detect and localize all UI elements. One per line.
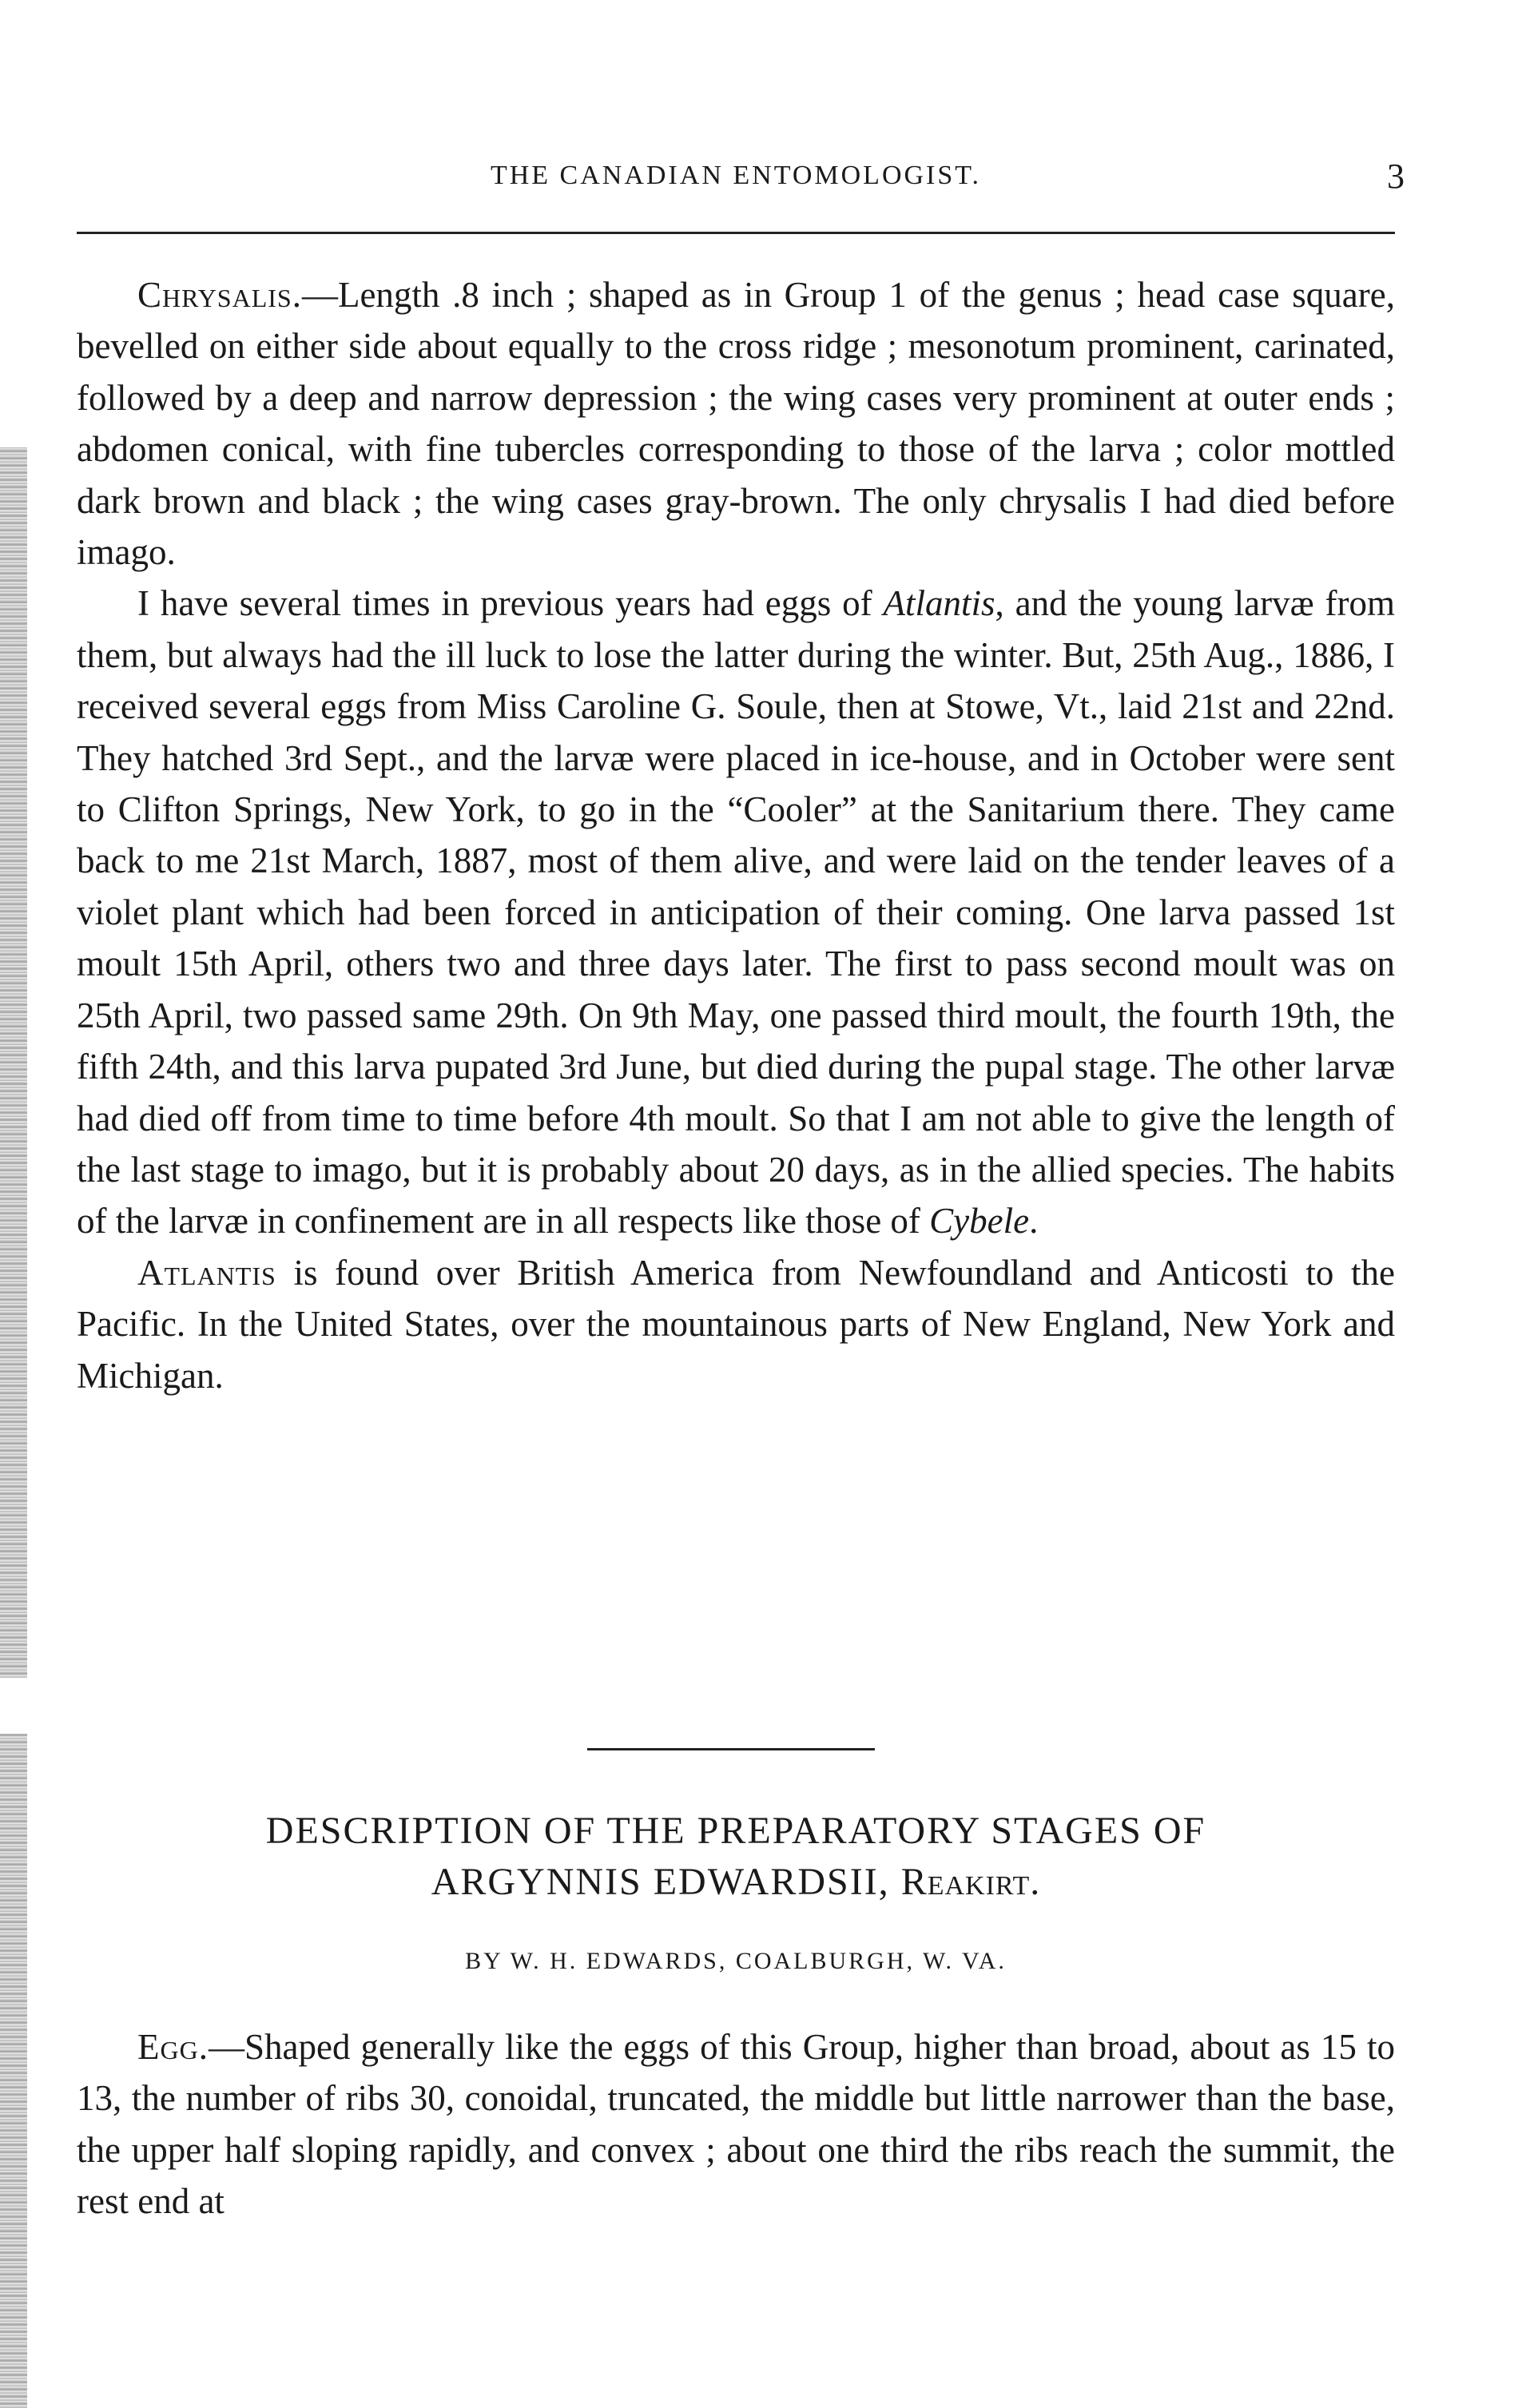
egg-text: —Shaped generally like the eggs of this Group, higher than broad, about as 15 to 13, the number of ribs 30, conoidal, truncated, the middle but little narrower than the base, the upper half sloping rapidly, and convex ; about one third the ribs reach the summit, the rest end at (77, 2027, 1395, 2222)
egg-lead: Egg. (137, 2027, 209, 2067)
running-head (77, 156, 1405, 204)
section-divider (587, 1748, 875, 1750)
distribution-text: is found over British America from Newfoundland and Anticosti to the Pacific. In the United States, over the mountainous parts of New England, New York and Michigan. (77, 1252, 1395, 1396)
chrysalis-text: —Length .8 inch ; shaped as in Group 1 of the genus ; head case square, bevelled on either side about equally to the cross ridge ; mesonotum prominent, carinated, followed by a deep and narrow depression ; the wing cases very prominent at outer ends ; abdomen conical, with fine tubercles corresponding to those of the larva ; color mottled dark brown and black ; the wing cases gray-brown. The only chrysalis I had died before imago. (77, 275, 1395, 573)
header-rule (77, 232, 1395, 234)
article-title-species: ARGYNNIS EDWARDSII, (431, 1861, 890, 1903)
article-title-line-2 (77, 1857, 1395, 1908)
rearing-text-start: I have several times in previous years had eggs of (137, 583, 884, 624)
egg-paragraph (77, 2021, 1395, 2227)
species-name-cybele: Cybele (929, 1201, 1030, 1242)
section-edwardsii-text (77, 2021, 1395, 2227)
article-title (77, 1806, 1395, 1908)
rearing-paragraph (77, 578, 1395, 1246)
rearing-text-main: , and the young larvæ from them, but always had the ill luck to lose the latter during the winter. But, 25th Aug., 1886, I received several eggs from Miss Caroline G. Soule, then at Stowe, Vt., laid 21st and 22nd. They hatched 3rd Sept., and the larvæ were placed in ice-house, and in October were sent to Clifton Springs, New York, to go in the “Cooler” at the Sanitarium there. They came back to me 21st March, 1887, most of them alive, and were laid on the tender leaves of a violet plant which had been forced in anticipation of their coming. One larva passed 1st moult 15th April, others two and three days later. The first to pass second moult was on 25th April, two passed same 29th. On 9th May, one passed third moult, the fourth 19th, the fifth 24th, and this larva pupated 3rd June, but died during the pupal stage. The other larvæ had died off from time to time before 4th moult. So that I am not able to give the length of the last stage to imago, but it is probably about 20 days, as in the allied species. The habits of the larvæ in confinement are in all respects like those of (77, 583, 1395, 1242)
chrysalis-paragraph (77, 269, 1395, 578)
chrysalis-lead: Chrysalis. (137, 275, 302, 315)
article-title-author: Reakirt. (900, 1861, 1041, 1903)
scan-binding-edge (0, 447, 27, 1678)
section-atlantis-text (77, 269, 1395, 1401)
scan-binding-edge (0, 1734, 27, 2408)
byline: BY W. H. EDWARDS, COALBURGH, W. VA. (465, 1948, 1007, 1974)
journal-title: THE CANADIAN ENTOMOLOGIST. (490, 161, 982, 190)
species-name-atlantis: Atlantis (883, 583, 995, 624)
page-number: 3 (1387, 157, 1405, 196)
distribution-lead: Atlantis (137, 1252, 276, 1293)
article-title-line-1: DESCRIPTION OF THE PREPARATORY STAGES OF (265, 1810, 1206, 1852)
distribution-paragraph (77, 1247, 1395, 1401)
rearing-text-end: . (1029, 1201, 1039, 1242)
